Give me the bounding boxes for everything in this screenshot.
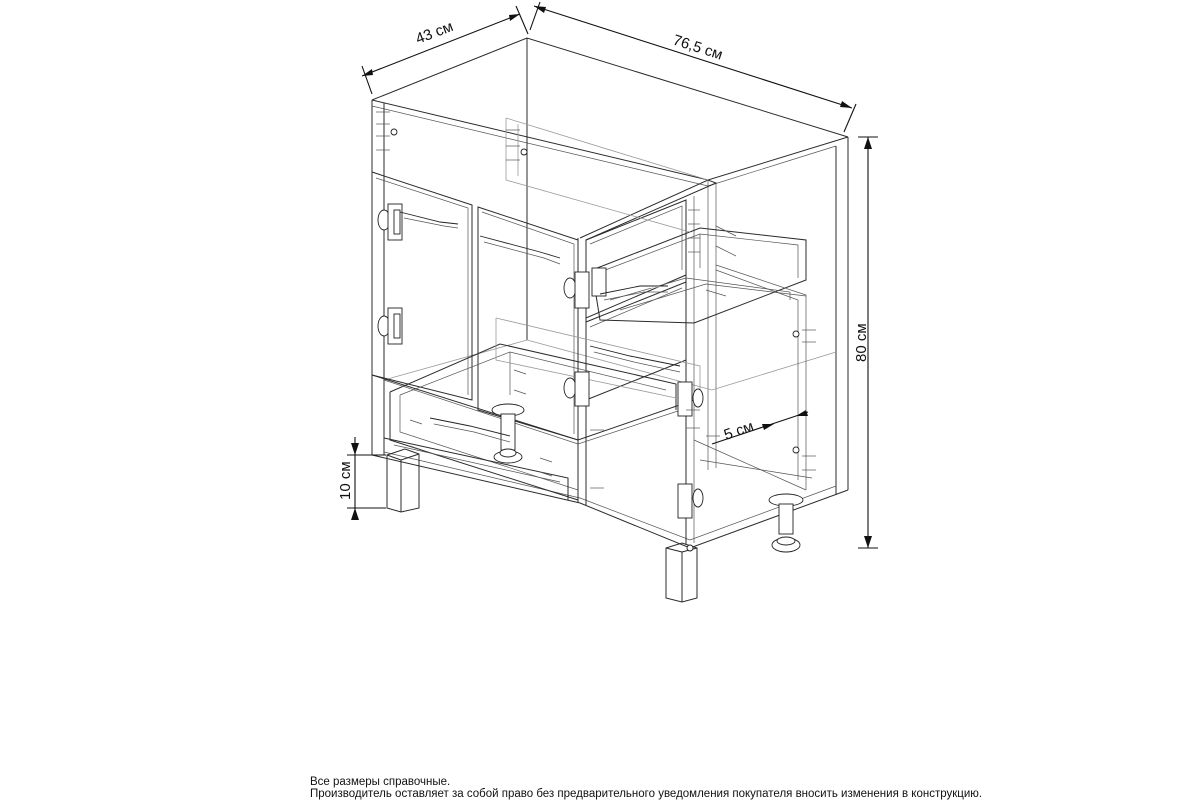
handle-icon [480,236,560,264]
hinge-icon [678,382,703,416]
hinge-icon [564,372,589,406]
depth-dimension-label: 43 см [413,18,456,48]
handle-icon [400,212,458,228]
leg-height-dimension-label: 10 см [337,461,354,500]
footnotes [310,776,1190,800]
width-dimension-label: 76,5 см [670,31,725,64]
footnote-design-changes: Производитель оставляет за собой право без предварительного уведомления покупателя вносить изменения в конструкцию. [310,788,983,800]
handle-icon [430,418,510,442]
hinge-icon [678,484,703,518]
hinge-icon [378,204,402,240]
height-dimension-label: 80 см [853,323,870,362]
dowels [376,112,816,551]
hinge-icon [378,308,402,344]
hinge-icon [564,272,589,308]
offset-dimension-label: 5 см [721,417,756,444]
handles [400,212,680,442]
hinge-icon [592,268,606,296]
cabinet-body [372,38,848,548]
footnote-reference-sizes: Все размеры справочные. [310,776,451,788]
